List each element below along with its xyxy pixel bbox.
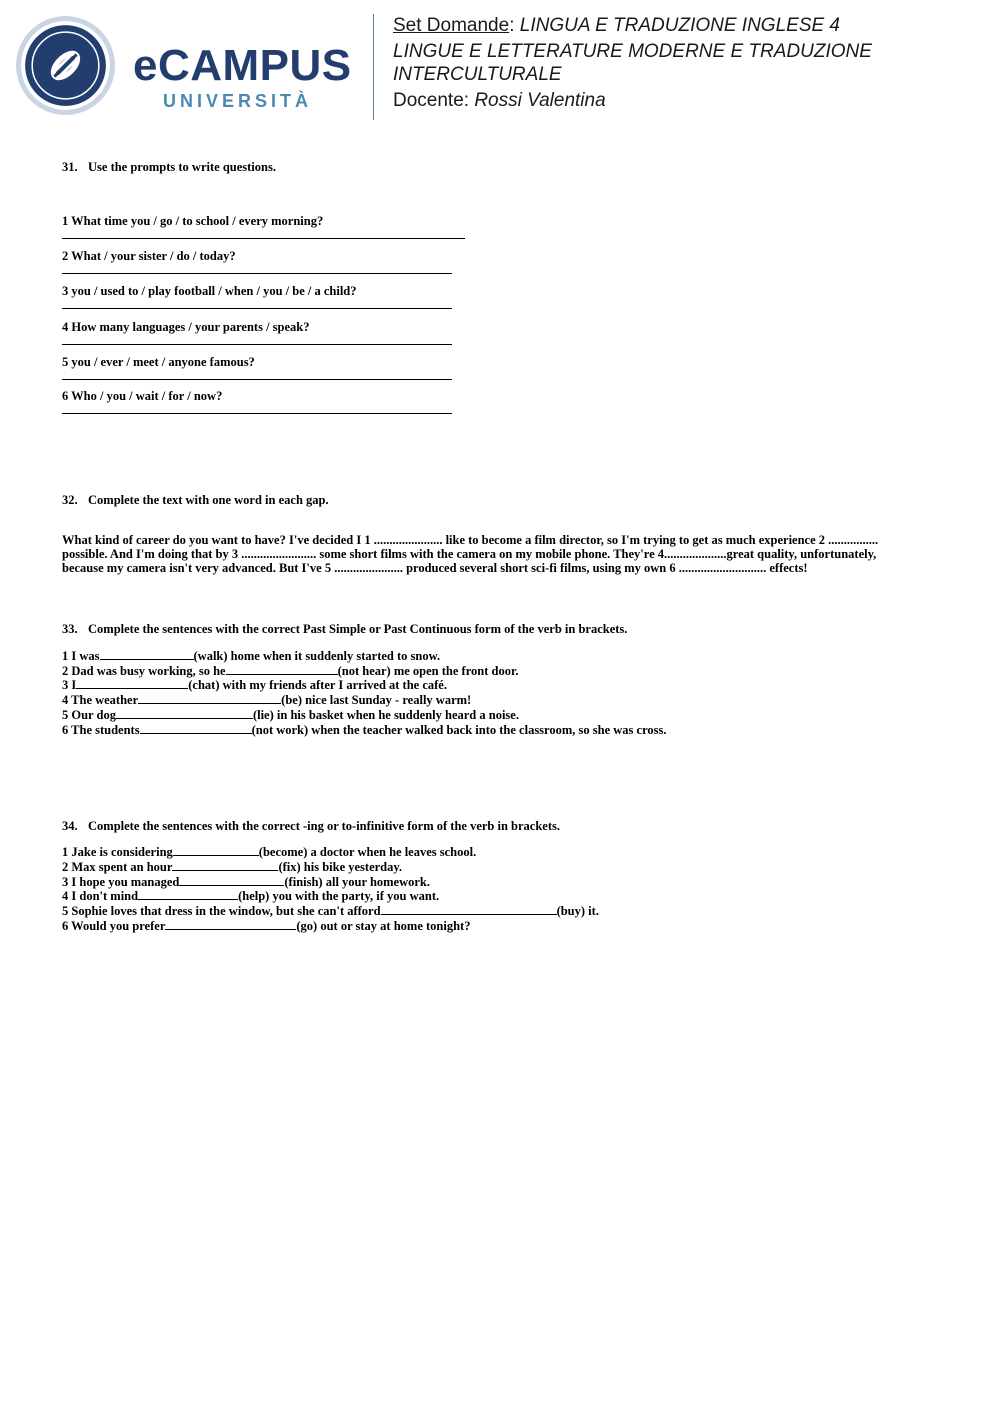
prompt-1: 1 What time you / go / to school / every morning? bbox=[62, 214, 324, 228]
sentence-start: 1 I was bbox=[62, 649, 100, 663]
question-33 bbox=[62, 622, 942, 737]
answer-blank[interactable] bbox=[76, 678, 188, 689]
sentence-2 bbox=[62, 860, 942, 875]
question-number: 32. bbox=[62, 493, 78, 507]
answer-blank[interactable] bbox=[116, 708, 253, 719]
sentence-end: (fix) his bike yesterday. bbox=[278, 859, 403, 874]
sentence-end: (help) you with the party, if you want. bbox=[238, 889, 440, 904]
sentence-end: (not hear) me open the front door. bbox=[337, 663, 519, 678]
sentence-1 bbox=[62, 845, 942, 860]
question-33-title bbox=[62, 622, 942, 636]
sentence-5 bbox=[62, 708, 942, 723]
question-instruction: Complete the sentences with the correct Past Simple or Past Continuous form of the verb in brackets. bbox=[88, 622, 628, 636]
sentence-6 bbox=[62, 723, 942, 738]
sentence-start: 1 Jake is considering bbox=[62, 845, 173, 860]
sentence-start: 2 Dad was busy working, so he bbox=[62, 663, 226, 678]
docente-line bbox=[393, 89, 953, 112]
sentence-start: 6 The students bbox=[62, 722, 140, 737]
question-32 bbox=[62, 493, 942, 575]
sentence-end: (be) nice last Sunday - really warm! bbox=[281, 693, 472, 708]
answer-blank[interactable] bbox=[138, 693, 281, 704]
sentence-end: (not work) when the teacher walked back into the classroom, so she was cross. bbox=[251, 722, 667, 737]
answer-blank[interactable] bbox=[173, 845, 259, 856]
question-number: 31. bbox=[62, 160, 78, 174]
question-34-title bbox=[62, 819, 942, 833]
exercise-content bbox=[62, 160, 942, 933]
course-name: LINGUA E TRADUZIONE INGLESE 4 bbox=[519, 15, 841, 36]
ecampus-wordmark bbox=[133, 42, 352, 112]
prompt-5: 5 you / ever / meet / anyone famous? bbox=[62, 355, 255, 369]
question-number: 33. bbox=[62, 622, 78, 636]
docente-label: Docente: bbox=[393, 90, 475, 111]
sentence-start: 4 The weather bbox=[62, 693, 139, 708]
ecampus-seal-logo bbox=[15, 15, 116, 116]
question-instruction: Use the prompts to write questions. bbox=[88, 160, 276, 174]
sentence-end: (finish) all your homework. bbox=[284, 874, 431, 889]
answer-blank[interactable] bbox=[172, 860, 278, 871]
sentence-end: (become) a doctor when he leaves school. bbox=[258, 845, 477, 860]
course-info bbox=[393, 14, 953, 112]
sentence-end: (walk) home when it suddenly started to snow. bbox=[193, 649, 441, 663]
sentence-4 bbox=[62, 889, 942, 904]
sentence-start: 2 Max spent an hour bbox=[62, 859, 173, 874]
question-instruction: Complete the sentences with the correct -ing or to-infinitive form of the verb in brackets. bbox=[88, 819, 561, 834]
question-31-title bbox=[62, 160, 942, 174]
answer-blank[interactable] bbox=[179, 875, 284, 886]
sentence-3 bbox=[62, 875, 942, 890]
answer-blank[interactable] bbox=[165, 919, 296, 930]
question-instruction: Complete the text with one word in each gap. bbox=[88, 493, 329, 507]
question-number: 34. bbox=[62, 819, 78, 834]
prompt-3: 3 you / used to / play football / when / you / be / a child? bbox=[62, 284, 357, 298]
question-31 bbox=[62, 160, 942, 414]
sentence-start: 3 I hope you managed bbox=[62, 874, 180, 889]
degree-line-2: INTERCULTURALE bbox=[393, 64, 562, 85]
answer-blank[interactable] bbox=[226, 664, 338, 675]
question-34 bbox=[62, 819, 942, 933]
sentence-start: 5 Our dog bbox=[62, 707, 116, 722]
sentence-1 bbox=[62, 649, 942, 664]
answer-blank[interactable] bbox=[138, 889, 238, 900]
answer-blank[interactable] bbox=[140, 723, 252, 734]
sentence-6 bbox=[62, 919, 942, 934]
answer-blank[interactable] bbox=[381, 904, 557, 915]
prompt-6: 6 Who / you / wait / for / now? bbox=[62, 389, 223, 403]
prompt-2: 2 What / your sister / do / today? bbox=[62, 249, 236, 263]
set-colon: : bbox=[509, 15, 520, 36]
course-line bbox=[393, 14, 953, 37]
docente-name: Rossi Valentina bbox=[474, 90, 606, 111]
brand-name: eCAMPUS bbox=[133, 41, 352, 90]
prompt-4: 4 How many languages / your parents / speak? bbox=[62, 320, 310, 334]
brand-sub: UNIVERSITÀ bbox=[163, 91, 313, 111]
sentence-4 bbox=[62, 693, 942, 708]
question-32-title bbox=[62, 493, 942, 507]
sentence-3 bbox=[62, 678, 942, 693]
degree-line-1: LINGUE E LETTERATURE MODERNE E TRADUZIONE bbox=[393, 41, 872, 62]
sentence-end: (go) out or stay at home tonight? bbox=[296, 918, 471, 933]
sentence-2 bbox=[62, 664, 942, 679]
sentence-start: 4 I don't mind bbox=[62, 889, 139, 904]
set-label: Set Domande bbox=[393, 15, 510, 36]
gap-text-line-3: because my camera isn't very advanced. But I've 5 ...................... produced several short sci-fi films, using my own 6 ............................ effects! bbox=[62, 561, 808, 575]
sentence-start: 6 Would you prefer bbox=[62, 918, 166, 933]
gap-text-line-2: possible. And I'm doing that by 3 ........................ some short films with the camera on my mobile phone. They're 4....................great quality, unfortunately, bbox=[62, 547, 877, 561]
header-divider bbox=[373, 14, 374, 120]
sentence-start: 5 Sophie loves that dress in the window, but she can't afford bbox=[62, 904, 381, 919]
answer-blank[interactable] bbox=[100, 649, 194, 660]
page-header bbox=[0, 0, 1000, 130]
sentence-end: (buy) it. bbox=[556, 904, 599, 919]
sentence-end: (lie) in his basket when he suddenly heard a noise. bbox=[252, 707, 519, 722]
sentence-5 bbox=[62, 904, 942, 919]
sentence-start: 3 I bbox=[62, 678, 77, 693]
gap-text-line-1: What kind of career do you want to have? I've decided I 1 ...................... like to become a film director, so I'm trying to get as much experience 2 ................ bbox=[62, 533, 879, 547]
sentence-end: (chat) with my friends after I arrived at the café. bbox=[188, 678, 447, 693]
